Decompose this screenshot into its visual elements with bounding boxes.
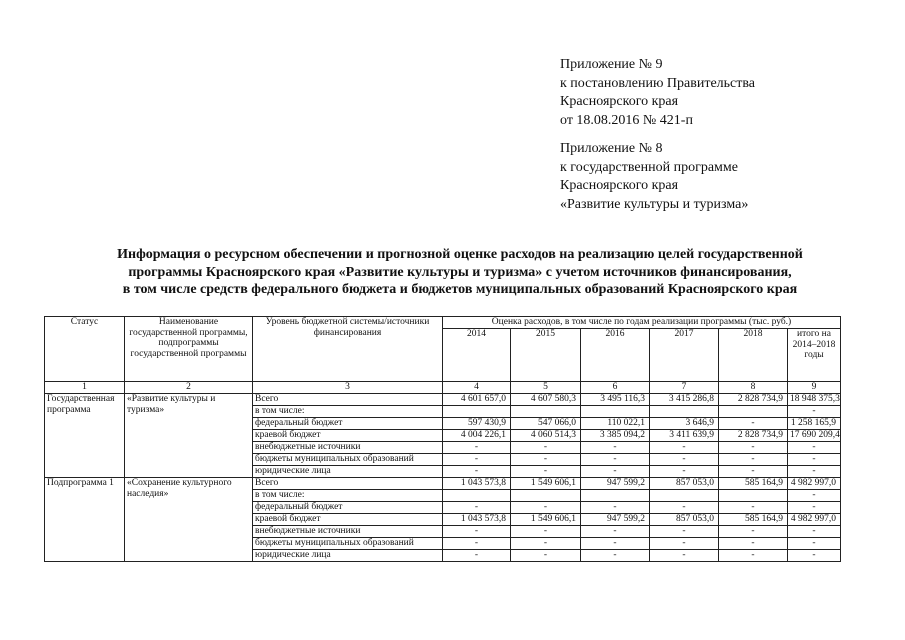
year-value-cell: 3 411 639,9 — [650, 430, 719, 442]
year-value-cell: 585 164,9 — [719, 478, 788, 490]
year-value-cell: 4 060 514,3 — [511, 430, 581, 442]
column-number: 7 — [650, 382, 719, 394]
document-title — [60, 246, 860, 299]
funding-level-cell: Всего — [253, 394, 443, 406]
column-number: 9 — [788, 382, 841, 394]
year-value-cell: 4 607 580,3 — [511, 394, 581, 406]
year-value-cell: - — [581, 442, 650, 454]
funding-level-cell: краевой бюджет — [253, 430, 443, 442]
column-number: 5 — [511, 382, 581, 394]
year-value-cell: - — [511, 442, 581, 454]
year-value-cell: - — [650, 466, 719, 478]
appendix-8-block — [560, 140, 748, 214]
year-value-cell: - — [581, 526, 650, 538]
program-name-cell: «Развитие культуры и туризма» — [125, 394, 253, 478]
resource-table — [44, 316, 841, 562]
year-value-cell — [581, 490, 650, 502]
year-value-cell: 2 828 734,9 — [719, 430, 788, 442]
year-value-cell: - — [650, 442, 719, 454]
year-value-cell: - — [719, 550, 788, 562]
year-value-cell: - — [511, 550, 581, 562]
year-value-cell — [581, 406, 650, 418]
header-year: 2014 — [443, 329, 511, 382]
funding-level-cell: юридические лица — [253, 466, 443, 478]
year-value-cell: - — [650, 502, 719, 514]
year-value-cell: 597 430,9 — [443, 418, 511, 430]
funding-level-cell: Всего — [253, 478, 443, 490]
year-value-cell: - — [443, 442, 511, 454]
year-value-cell: - — [511, 502, 581, 514]
column-number: 3 — [253, 382, 443, 394]
appendix-line: Приложение № 8 — [560, 141, 663, 156]
table-body — [45, 394, 841, 562]
funding-level-cell: в том числе: — [253, 490, 443, 502]
header-estimate: Оценка расходов, в том числе по годам реализации программы (тыс. руб.) — [443, 317, 841, 329]
total-value-cell: 17 690 209,4 — [788, 430, 841, 442]
title-line: в том числе средств федерального бюджета и бюджетов муниципальных образований Красноярского края — [122, 282, 798, 297]
header-total: итого на 2014–2018 годы — [788, 329, 841, 382]
year-value-cell: 3 385 094,2 — [581, 430, 650, 442]
funding-level-cell: бюджеты муниципальных образований — [253, 538, 443, 550]
total-value-cell: - — [788, 454, 841, 466]
appendix-line: «Развитие культуры и туризма» — [560, 196, 749, 212]
year-value-cell: 4 004 226,1 — [443, 430, 511, 442]
total-value-cell: - — [788, 406, 841, 418]
total-value-cell: - — [788, 538, 841, 550]
appendix-9-block — [560, 56, 755, 130]
total-value-cell: - — [788, 550, 841, 562]
year-value-cell: - — [719, 418, 788, 430]
funding-level-cell: краевой бюджет — [253, 514, 443, 526]
program-status-cell: Государственная программа — [45, 394, 125, 478]
program-name-cell: «Сохранение культурного наследия» — [125, 478, 253, 562]
column-number: 2 — [125, 382, 253, 394]
appendix-line: Приложение № 9 — [560, 57, 663, 72]
appendix-line: к государственной программе — [560, 159, 738, 175]
year-value-cell: 1 043 573,8 — [443, 478, 511, 490]
column-number: 8 — [719, 382, 788, 394]
year-value-cell: - — [443, 454, 511, 466]
year-value-cell: 585 164,9 — [719, 514, 788, 526]
title-line: Информация о ресурсном обеспечении и прогнозной оценке расходов на реализацию целей государственной — [117, 247, 803, 262]
year-value-cell: 3 495 116,3 — [581, 394, 650, 406]
header-year: 2017 — [650, 329, 719, 382]
year-value-cell — [719, 490, 788, 502]
header-status: Статус — [45, 317, 125, 382]
funding-level-cell: внебюджетные источники — [253, 442, 443, 454]
year-value-cell: 3 646,9 — [650, 418, 719, 430]
funding-level-cell: юридические лица — [253, 550, 443, 562]
year-value-cell: - — [719, 526, 788, 538]
column-number: 4 — [443, 382, 511, 394]
year-value-cell — [650, 490, 719, 502]
year-value-cell: 947 599,2 — [581, 478, 650, 490]
year-value-cell: - — [443, 502, 511, 514]
year-value-cell: 1 043 573,8 — [443, 514, 511, 526]
year-value-cell: 1 549 606,1 — [511, 478, 581, 490]
table-row — [45, 394, 841, 406]
year-value-cell: 857 053,0 — [650, 478, 719, 490]
total-value-cell: - — [788, 466, 841, 478]
appendix-line: Красноярского края — [560, 178, 679, 193]
column-numbers-row — [45, 382, 841, 394]
year-value-cell — [443, 490, 511, 502]
year-value-cell: - — [719, 538, 788, 550]
total-value-cell: - — [788, 442, 841, 454]
total-value-cell: - — [788, 490, 841, 502]
header-year: 2015 — [511, 329, 581, 382]
total-value-cell: 18 948 375,3 — [788, 394, 841, 406]
appendix-line: к постановлению Правительства — [560, 75, 756, 91]
total-value-cell: - — [788, 502, 841, 514]
funding-level-cell: бюджеты муниципальных образований — [253, 454, 443, 466]
appendix-line: Красноярского края — [560, 94, 679, 109]
year-value-cell — [511, 490, 581, 502]
year-value-cell: 857 053,0 — [650, 514, 719, 526]
header-year: 2016 — [581, 329, 650, 382]
year-value-cell: 110 022,1 — [581, 418, 650, 430]
year-value-cell: - — [443, 538, 511, 550]
header-year: 2018 — [719, 329, 788, 382]
year-value-cell: 1 549 606,1 — [511, 514, 581, 526]
funding-level-cell: внебюджетные источники — [253, 526, 443, 538]
year-value-cell: - — [650, 550, 719, 562]
year-value-cell: 4 601 657,0 — [443, 394, 511, 406]
funding-level-cell: федеральный бюджет — [253, 502, 443, 514]
table-header — [45, 317, 841, 394]
total-value-cell: 4 982 997,0 — [788, 478, 841, 490]
year-value-cell: - — [581, 538, 650, 550]
year-value-cell — [443, 406, 511, 418]
year-value-cell: - — [511, 538, 581, 550]
funding-level-cell: федеральный бюджет — [253, 418, 443, 430]
total-value-cell: - — [788, 526, 841, 538]
year-value-cell: - — [581, 502, 650, 514]
year-value-cell: - — [443, 466, 511, 478]
year-value-cell: - — [650, 526, 719, 538]
year-value-cell: - — [443, 526, 511, 538]
year-value-cell: - — [511, 466, 581, 478]
title-line: программы Красноярского края «Развитие культуры и туризма» с учетом источников финансирования, — [128, 264, 792, 280]
year-value-cell: - — [443, 550, 511, 562]
year-value-cell: - — [650, 538, 719, 550]
year-value-cell: 947 599,2 — [581, 514, 650, 526]
program-status-cell: Подпрограмма 1 — [45, 478, 125, 562]
column-number: 1 — [45, 382, 125, 394]
header-level: Уровень бюджетной системы/источники финансирования — [253, 317, 443, 382]
year-value-cell: 547 066,0 — [511, 418, 581, 430]
year-value-cell: - — [581, 550, 650, 562]
funding-level-cell: в том числе: — [253, 406, 443, 418]
total-value-cell: 4 982 997,0 — [788, 514, 841, 526]
year-value-cell: 3 415 286,8 — [650, 394, 719, 406]
year-value-cell: - — [511, 526, 581, 538]
column-number: 6 — [581, 382, 650, 394]
year-value-cell: - — [581, 454, 650, 466]
year-value-cell — [511, 406, 581, 418]
year-value-cell: - — [650, 454, 719, 466]
year-value-cell: - — [511, 454, 581, 466]
year-value-cell: - — [719, 502, 788, 514]
year-value-cell: 2 828 734,9 — [719, 394, 788, 406]
table-row — [45, 478, 841, 490]
year-value-cell — [719, 406, 788, 418]
year-value-cell: - — [719, 466, 788, 478]
total-value-cell: 1 258 165,9 — [788, 418, 841, 430]
year-value-cell: - — [581, 466, 650, 478]
year-value-cell: - — [719, 454, 788, 466]
header-name: Наименование государственной программы, подпрограммы государственной программы — [125, 317, 253, 382]
year-value-cell — [650, 406, 719, 418]
appendix-line: от 18.08.2016 № 421-п — [560, 112, 693, 128]
year-value-cell: - — [719, 442, 788, 454]
